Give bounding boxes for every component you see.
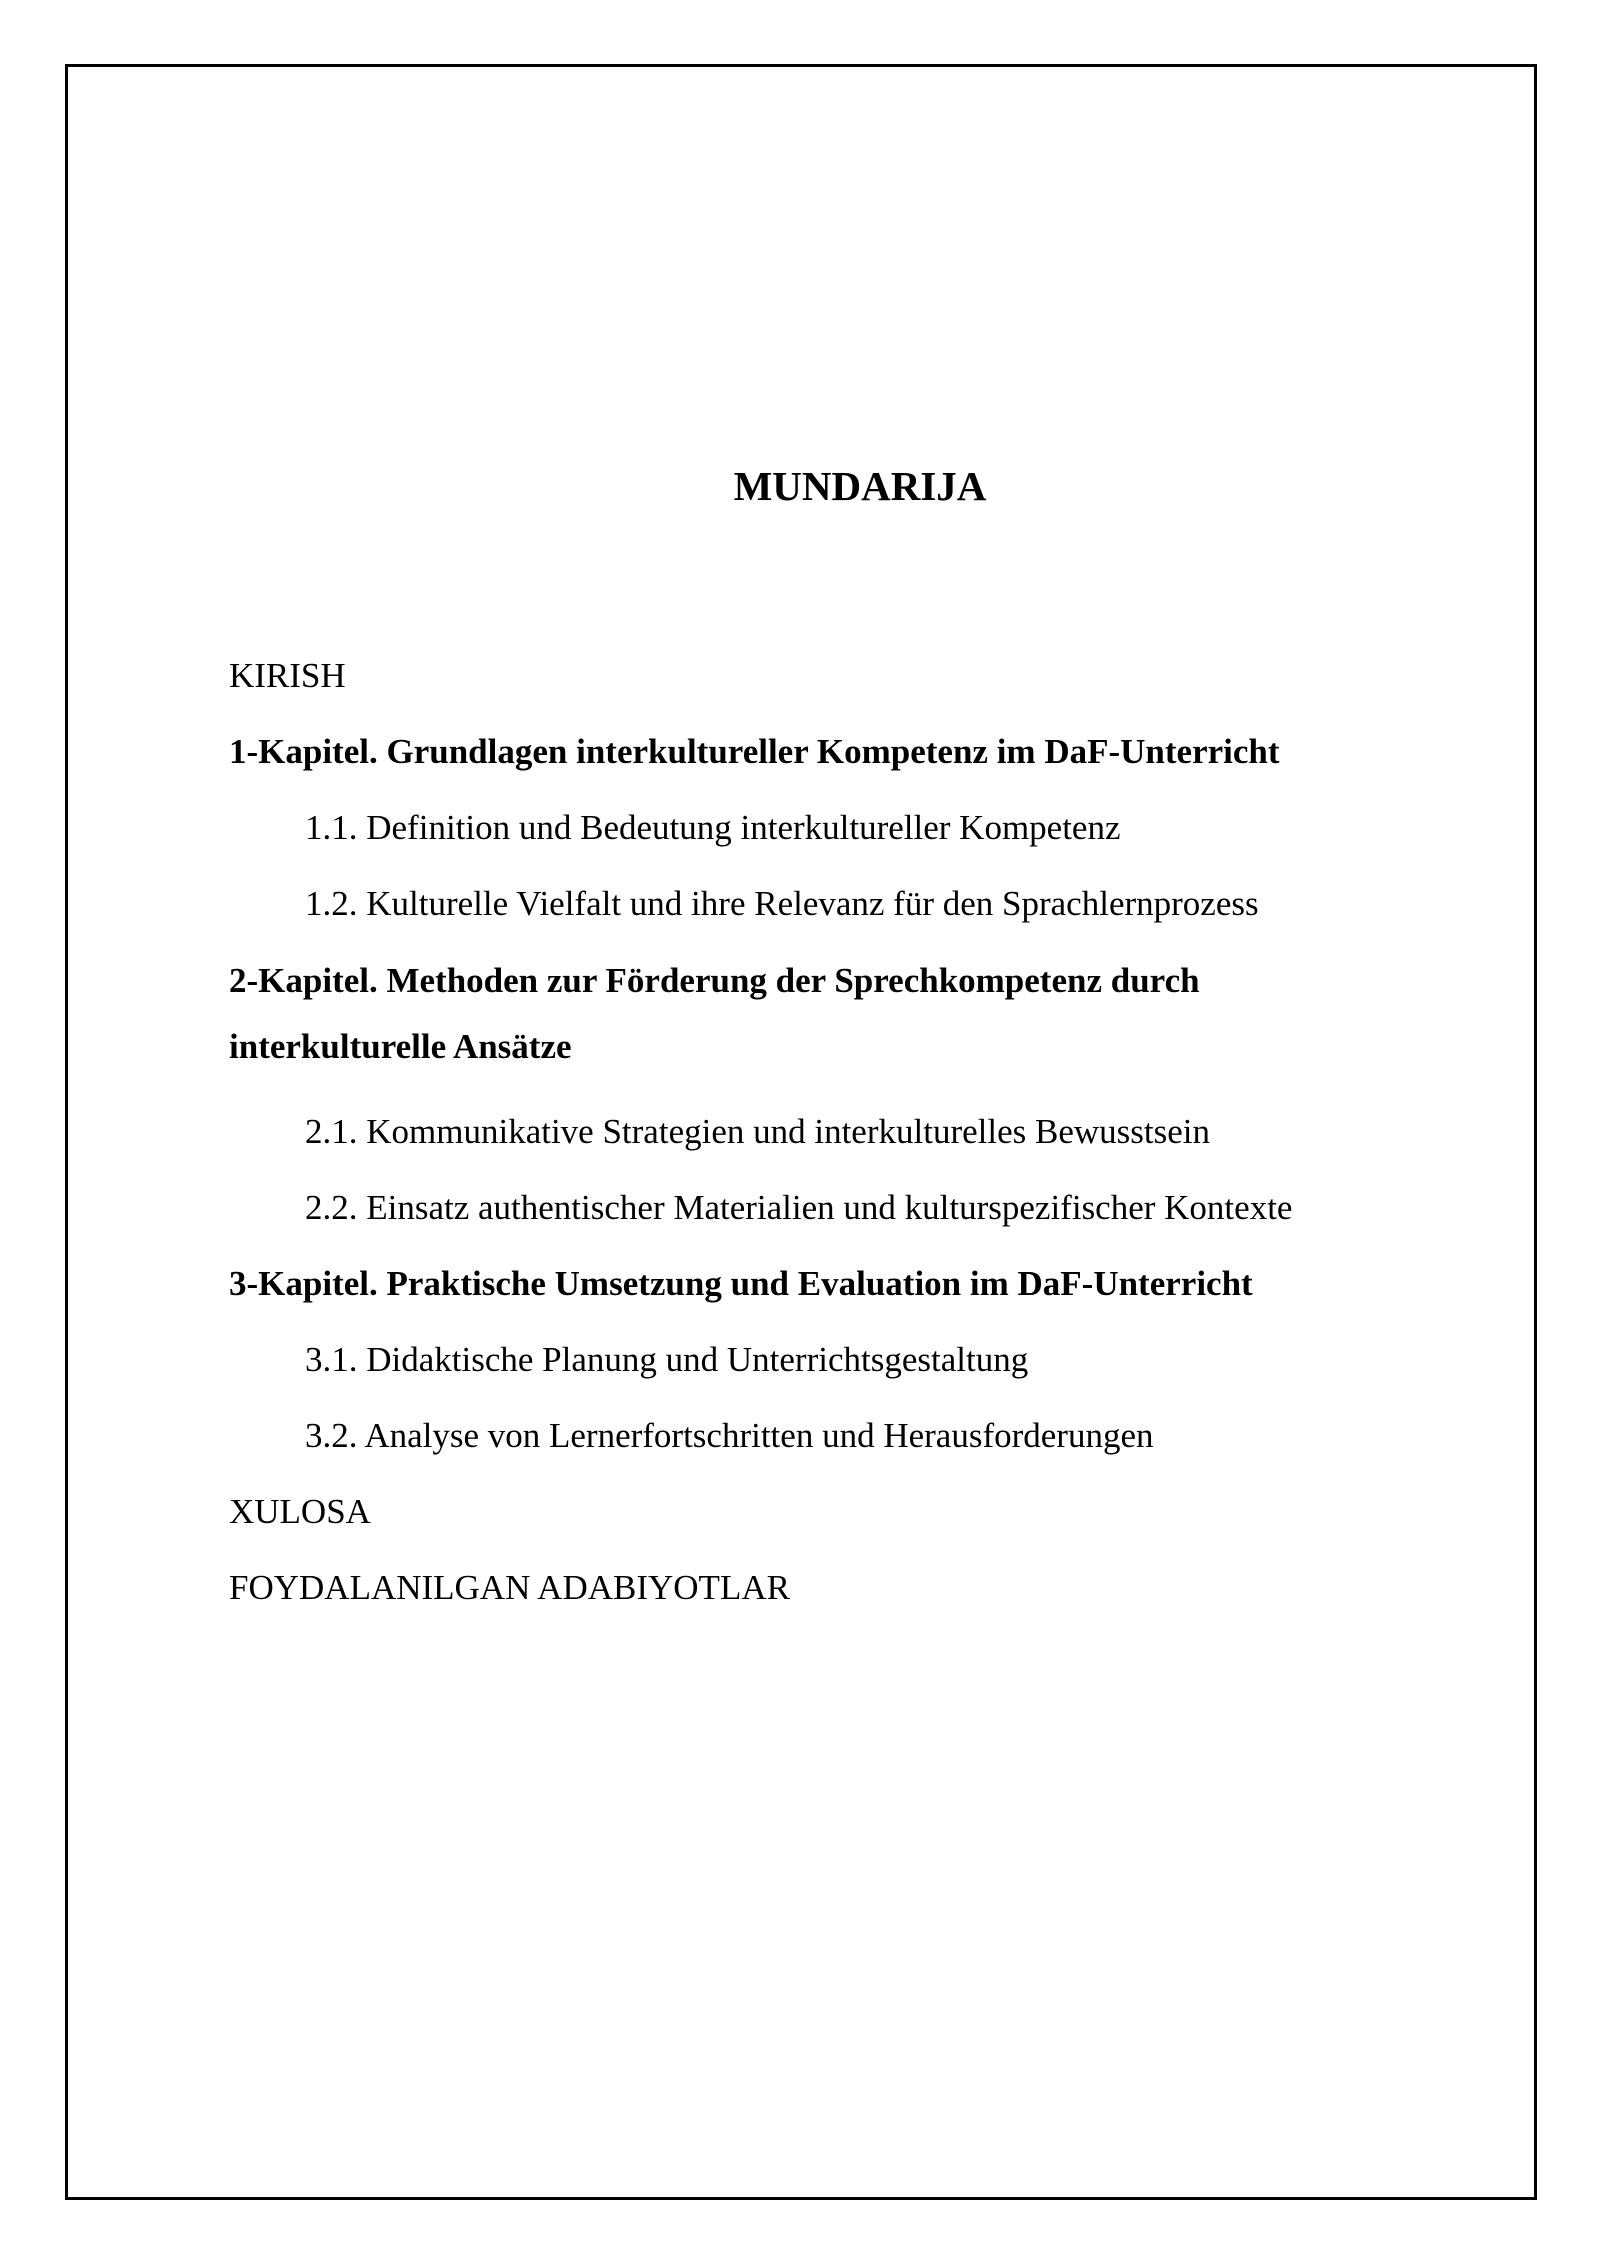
toc-section-2-1: 2.1. Kommunikative Strategien und interkulturelles Bewusstsein bbox=[305, 1112, 1210, 1151]
toc-chapter-3: 3-Kapitel. Praktische Umsetzung und Evaluation im DaF-Unterricht bbox=[229, 1264, 1253, 1303]
toc-section-1-1: 1.1. Definition und Bedeutung interkultureller Kompetenz bbox=[305, 808, 1121, 847]
table-of-contents bbox=[229, 638, 1409, 1626]
toc-chapter-1: 1-Kapitel. Grundlagen interkultureller Kompetenz im DaF-Unterricht bbox=[229, 732, 1280, 771]
page-title: MUNDARIJA bbox=[733, 463, 987, 509]
toc-item-references: FOYDALANILGAN ADABIYOTLAR bbox=[229, 1568, 790, 1607]
toc-chapter-2: 2-Kapitel. Methoden zur Förderung der Sprechkompetenz durch interkulturelle Ansätze bbox=[229, 961, 1200, 1066]
toc-section-1-2: 1.2. Kulturelle Vielfalt und ihre Relevanz für den Sprachlernprozess bbox=[305, 884, 1259, 923]
toc-section-3-2: 3.2. Analyse von Lernerfortschritten und Herausforderungen bbox=[305, 1416, 1154, 1455]
toc-section-2-2: 2.2. Einsatz authentischer Materialien und kulturspezifischer Kontexte bbox=[305, 1188, 1293, 1227]
toc-section-3-1: 3.1. Didaktische Planung und Unterrichtsgestaltung bbox=[305, 1340, 1029, 1379]
toc-item-intro: KIRISH bbox=[229, 656, 346, 695]
toc-item-conclusion: XULOSA bbox=[229, 1492, 371, 1531]
